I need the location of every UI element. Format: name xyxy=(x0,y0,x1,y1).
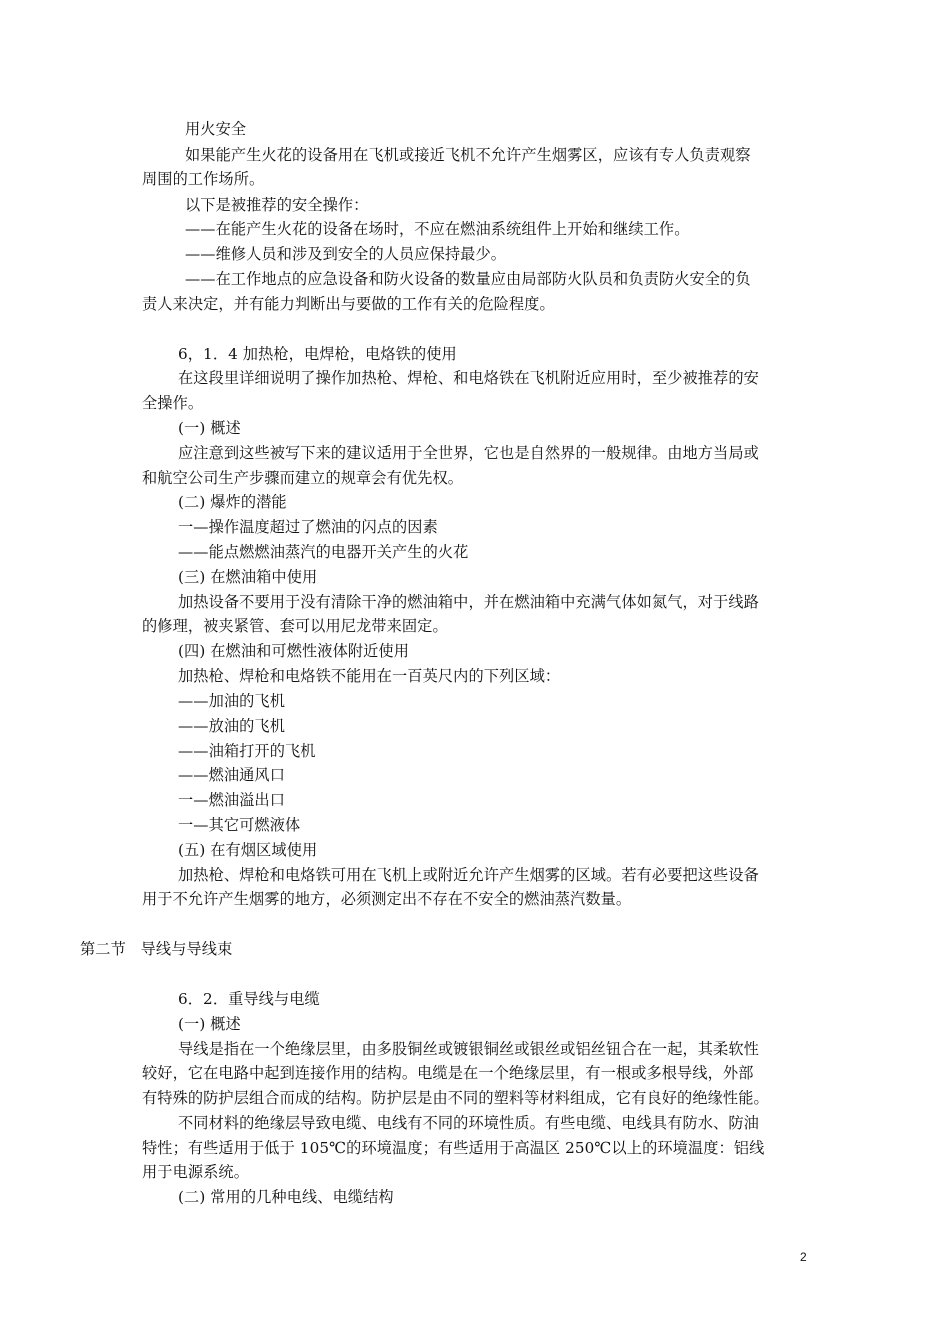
section-heading: 6，1．4 加热枪，电焊枪，电烙铁的使用 xyxy=(178,345,457,363)
paragraph-line: 特性；有些适用于低于 105℃的环境温度；有些适用于高温区 250℃以上的环境温度：铝线 xyxy=(142,1139,765,1157)
list-item: 一—操作温度超过了燃油的闪点的因素 xyxy=(178,518,438,536)
subheading: (一) 概述 xyxy=(178,1015,241,1033)
paragraph-line: 用于电源系统。 xyxy=(142,1163,250,1181)
subheading: (五) 在有烟区域使用 xyxy=(178,841,318,859)
paragraph-line: 责人来决定，并有能力判断出与要做的工作有关的危险程度。 xyxy=(142,295,555,313)
list-item: 一—其它可燃液体 xyxy=(178,816,301,834)
list-item: ——能点燃燃油蒸汽的电器开关产生的火花 xyxy=(178,543,469,561)
paragraph-line: 有特殊的防护层组合而成的结构。防护层是由不同的塑料等材料组成，它有良好的绝缘性能。 xyxy=(142,1089,769,1107)
paragraph-line: 应注意到这些被写下来的建议适用于全世界，它也是自然界的一般规律。由地方当局或 xyxy=(178,444,759,462)
paragraph-line: 较好，它在电路中起到连接作用的结构。电缆是在一个绝缘层里，有一根或多根导线，外部 xyxy=(142,1064,754,1082)
paragraph-line: 用于不允许产生烟雾的地方，必须测定出不存在不安全的燃油蒸汽数量。 xyxy=(142,890,632,908)
section-heading: 用火安全 xyxy=(185,120,247,138)
list-item: 一—燃油溢出口 xyxy=(178,791,286,809)
section-heading: 6．2．重导线与电缆 xyxy=(178,990,320,1008)
paragraph-line: 加热枪、焊枪和电烙铁不能用在一百英尺内的下列区域： xyxy=(178,667,561,685)
list-item: ——燃油通风口 xyxy=(178,766,286,784)
paragraph-line: 加热枪、焊枪和电烙铁可用在飞机上或附近允许产生烟雾的区域。若有必要把这些设备 xyxy=(178,866,759,884)
paragraph-line: 全操作。 xyxy=(142,394,204,412)
paragraph-line: 以下是被推荐的安全操作： xyxy=(185,196,369,214)
paragraph-line: 如果能产生火花的设备用在飞机或接近飞机不允许产生烟雾区，应该有专人负责观察 xyxy=(185,146,751,164)
subheading: (三) 在燃油箱中使用 xyxy=(178,568,318,586)
paragraph-line: 不同材料的绝缘层导致电缆、电线有不同的环境性质。有些电缆、电线具有防水、防油 xyxy=(178,1114,759,1132)
paragraph-line: 加热设备不要用于没有清除干净的燃油箱中，并在燃油箱中充满气体如氮气，对于线路 xyxy=(178,593,759,611)
list-item: ——放油的飞机 xyxy=(178,717,286,735)
list-item: ——加油的飞机 xyxy=(178,692,286,710)
paragraph-line: 在这段里详细说明了操作加热枪、焊枪、和电烙铁在飞机附近应用时，至少被推荐的安 xyxy=(178,369,759,387)
subheading: (二) 爆炸的潜能 xyxy=(178,493,287,511)
page-number: 2 xyxy=(800,1250,807,1264)
paragraph-line: 和航空公司生产步骤而建立的规章会有优先权。 xyxy=(142,469,464,487)
chapter-section-title: 第二节 导线与导线束 xyxy=(80,940,233,958)
paragraph-line: 周围的工作场所。 xyxy=(142,170,265,188)
paragraph-line: 的修理，被夹紧管、套可以用尼龙带来固定。 xyxy=(142,617,448,635)
subheading: (四) 在燃油和可燃性液体附近使用 xyxy=(178,642,410,660)
subheading: (二) 常用的几种电线、电缆结构 xyxy=(178,1188,394,1206)
list-item: ——在能产生火花的设备在场时，不应在燃油系统组件上开始和继续工作。 xyxy=(185,220,690,238)
subheading: (一) 概述 xyxy=(178,419,241,437)
paragraph-line: 导线是指在一个绝缘层里，由多股铜丝或镀银铜丝或银丝或铝丝钮合在一起，其柔软性 xyxy=(178,1040,759,1058)
list-item: ——在工作地点的应急设备和防火设备的数量应由局部防火队员和负责防火安全的负 xyxy=(185,270,751,288)
list-item: ——维修人员和涉及到安全的人员应保持最少。 xyxy=(185,245,507,263)
list-item: ——油箱打开的飞机 xyxy=(178,742,316,760)
